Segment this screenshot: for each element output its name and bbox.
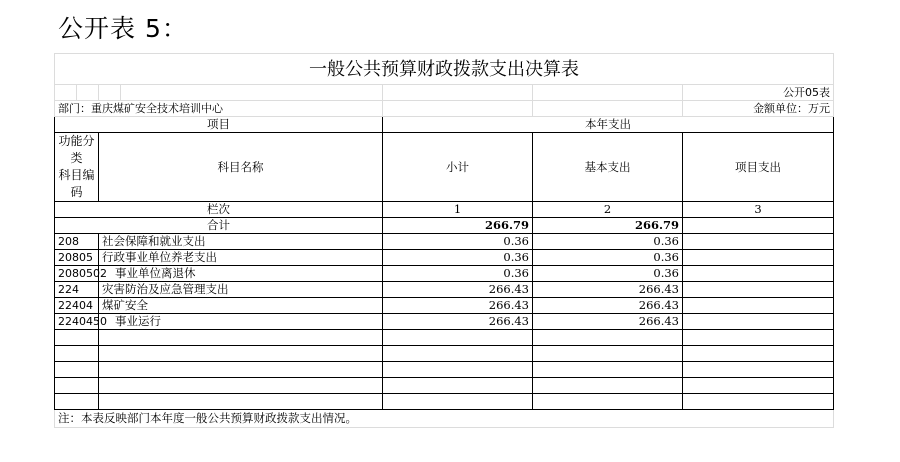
row-basic: 0.36 [533, 234, 683, 250]
header-project-exp: 项目支出 [683, 133, 834, 202]
note-row [55, 410, 834, 428]
row-code: 20805 [55, 250, 99, 266]
unit-label: 金额单位：万元 [683, 101, 834, 117]
table-row [55, 282, 834, 298]
table-row [55, 266, 834, 282]
form-no-row [55, 85, 834, 101]
row-project [683, 234, 834, 250]
row-project [683, 250, 834, 266]
expenditure-table [54, 53, 834, 428]
col-num-3: 3 [683, 202, 834, 218]
row-basic: 0.36 [533, 250, 683, 266]
row-basic: 0.36 [533, 266, 683, 282]
col-index-label: 栏次 [55, 202, 383, 218]
header-row-1 [55, 117, 834, 133]
row-code: 224 [55, 282, 99, 298]
empty-row [55, 346, 834, 362]
empty-row [55, 330, 834, 346]
col-num-2: 2 [533, 202, 683, 218]
table-row [55, 314, 834, 330]
department-label: 部门：重庆煤矿安全技术培训中心 [55, 101, 383, 117]
row-basic: 266.43 [533, 314, 683, 330]
row-name: 事业单位离退休 [99, 266, 383, 282]
title-row [55, 54, 834, 85]
row-name: 灾害防治及应急管理支出 [99, 282, 383, 298]
row-basic: 266.43 [533, 298, 683, 314]
row-code: 22404 [55, 298, 99, 314]
budget-sheet [54, 53, 833, 428]
header-subtotal: 小计 [383, 133, 533, 202]
row-subtotal: 0.36 [383, 266, 533, 282]
total-label: 合计 [55, 218, 383, 234]
row-subtotal: 266.43 [383, 298, 533, 314]
row-name: 煤矿安全 [99, 298, 383, 314]
row-project [683, 282, 834, 298]
total-row [55, 218, 834, 234]
table-row [55, 250, 834, 266]
row-code: 2240450 [55, 314, 99, 330]
row-project [683, 314, 834, 330]
empty-row [55, 394, 834, 410]
row-name: 事业运行 [99, 314, 383, 330]
page-heading: 公开表 5： [58, 14, 188, 43]
col-num-1: 1 [383, 202, 533, 218]
header-func-code: 功能分类 科目编码 [55, 133, 99, 202]
row-subtotal: 0.36 [383, 250, 533, 266]
row-name: 社会保障和就业支出 [99, 234, 383, 250]
header-subject-name: 科目名称 [99, 133, 383, 202]
row-subtotal: 0.36 [383, 234, 533, 250]
table-title: 一般公共预算财政拨款支出决算表 [55, 54, 834, 85]
table-note: 注：本表反映部门本年度一般公共预算财政拨款支出情况。 [55, 410, 834, 428]
row-code: 2080502 [55, 266, 99, 282]
header-row-2 [55, 133, 834, 202]
total-basic: 266.79 [533, 218, 683, 234]
table-row [55, 234, 834, 250]
header-current-year: 本年支出 [383, 117, 834, 133]
total-project [683, 218, 834, 234]
total-subtotal: 266.79 [383, 218, 533, 234]
table-row [55, 298, 834, 314]
row-project [683, 298, 834, 314]
department-row [55, 101, 834, 117]
row-subtotal: 266.43 [383, 282, 533, 298]
column-index-row [55, 202, 834, 218]
row-subtotal: 266.43 [383, 314, 533, 330]
row-name: 行政事业单位养老支出 [99, 250, 383, 266]
empty-row [55, 378, 834, 394]
row-project [683, 266, 834, 282]
empty-row [55, 362, 834, 378]
row-code: 208 [55, 234, 99, 250]
header-project: 项目 [55, 117, 383, 133]
header-basic: 基本支出 [533, 133, 683, 202]
form-number: 公开05表 [683, 85, 834, 101]
row-basic: 266.43 [533, 282, 683, 298]
